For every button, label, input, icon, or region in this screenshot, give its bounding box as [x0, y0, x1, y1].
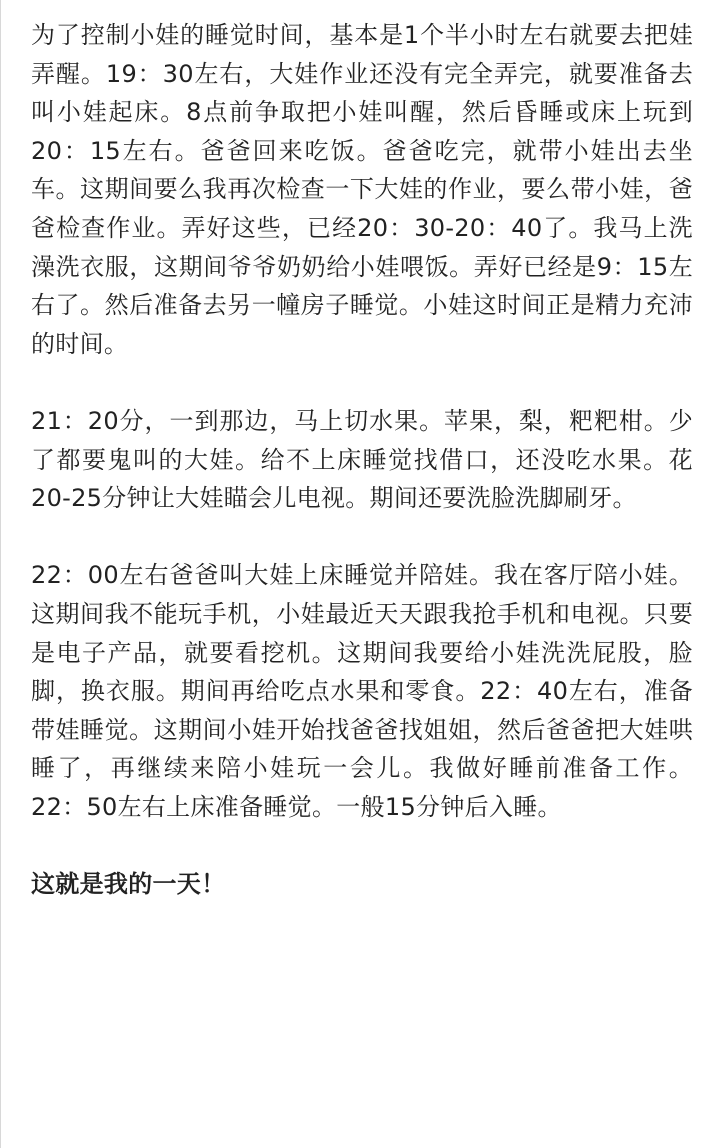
article-body — [31, 16, 693, 904]
paragraph-bedtime: 22：00左右爸爸叫大娃上床睡觉并陪娃。我在客厅陪小娃。这期间我不能玩手机，小娃最近天天跟我抢手机和电视。只要是电子产品，就要看挖机。这期间我要给小娃洗洗屁股，脸脚，换衣服。期间再给吃点水果和零食。22：40左右，准备带娃睡觉。这期间小娃开始找爸爸找姐姐，然后爸爸把大娃哄睡了，再继续来陪小娃玩一会儿。我做好睡前准备工作。22：50左右上床准备睡觉。一般15分钟后入睡。 — [31, 561, 693, 821]
paragraph-spacer — [31, 826, 693, 865]
paragraph-spacer — [31, 363, 693, 402]
paragraph-fruit-time: 21：20分，一到那边，马上切水果。苹果，梨，粑粑柑。少了都要鬼叫的大娃。给不上床睡觉找借口，还没吃水果。花20-25分钟让大娃瞄会儿电视。期间还要洗脸洗脚刷牙。 — [31, 406, 693, 513]
paragraph-evening-routine: 为了控制小娃的睡觉时间，基本是1个半小时左右就要去把娃弄醒。19：30左右，大娃作业还没有完全弄完，就要准备去叫小娃起床。8点前争取把小娃叫醒，然后昏睡或床上玩到20：15左右。爸爸回来吃饭。爸爸吃完，就带小娃出去坐车。这期间要么我再次检查一下大娃的作业，要么带小娃，爸爸检查作业。弄好这些，已经20：30-20：40了。我马上洗澡洗衣服，这期间爷爷奶奶给小娃喂饭。弄好已经是9：15左右了。然后准备去另一幢房子睡觉。小娃这时间正是精力充沛的时间。 — [31, 21, 693, 358]
closing-line: 这就是我的一天！ — [31, 870, 226, 899]
paragraph-spacer — [31, 518, 693, 557]
